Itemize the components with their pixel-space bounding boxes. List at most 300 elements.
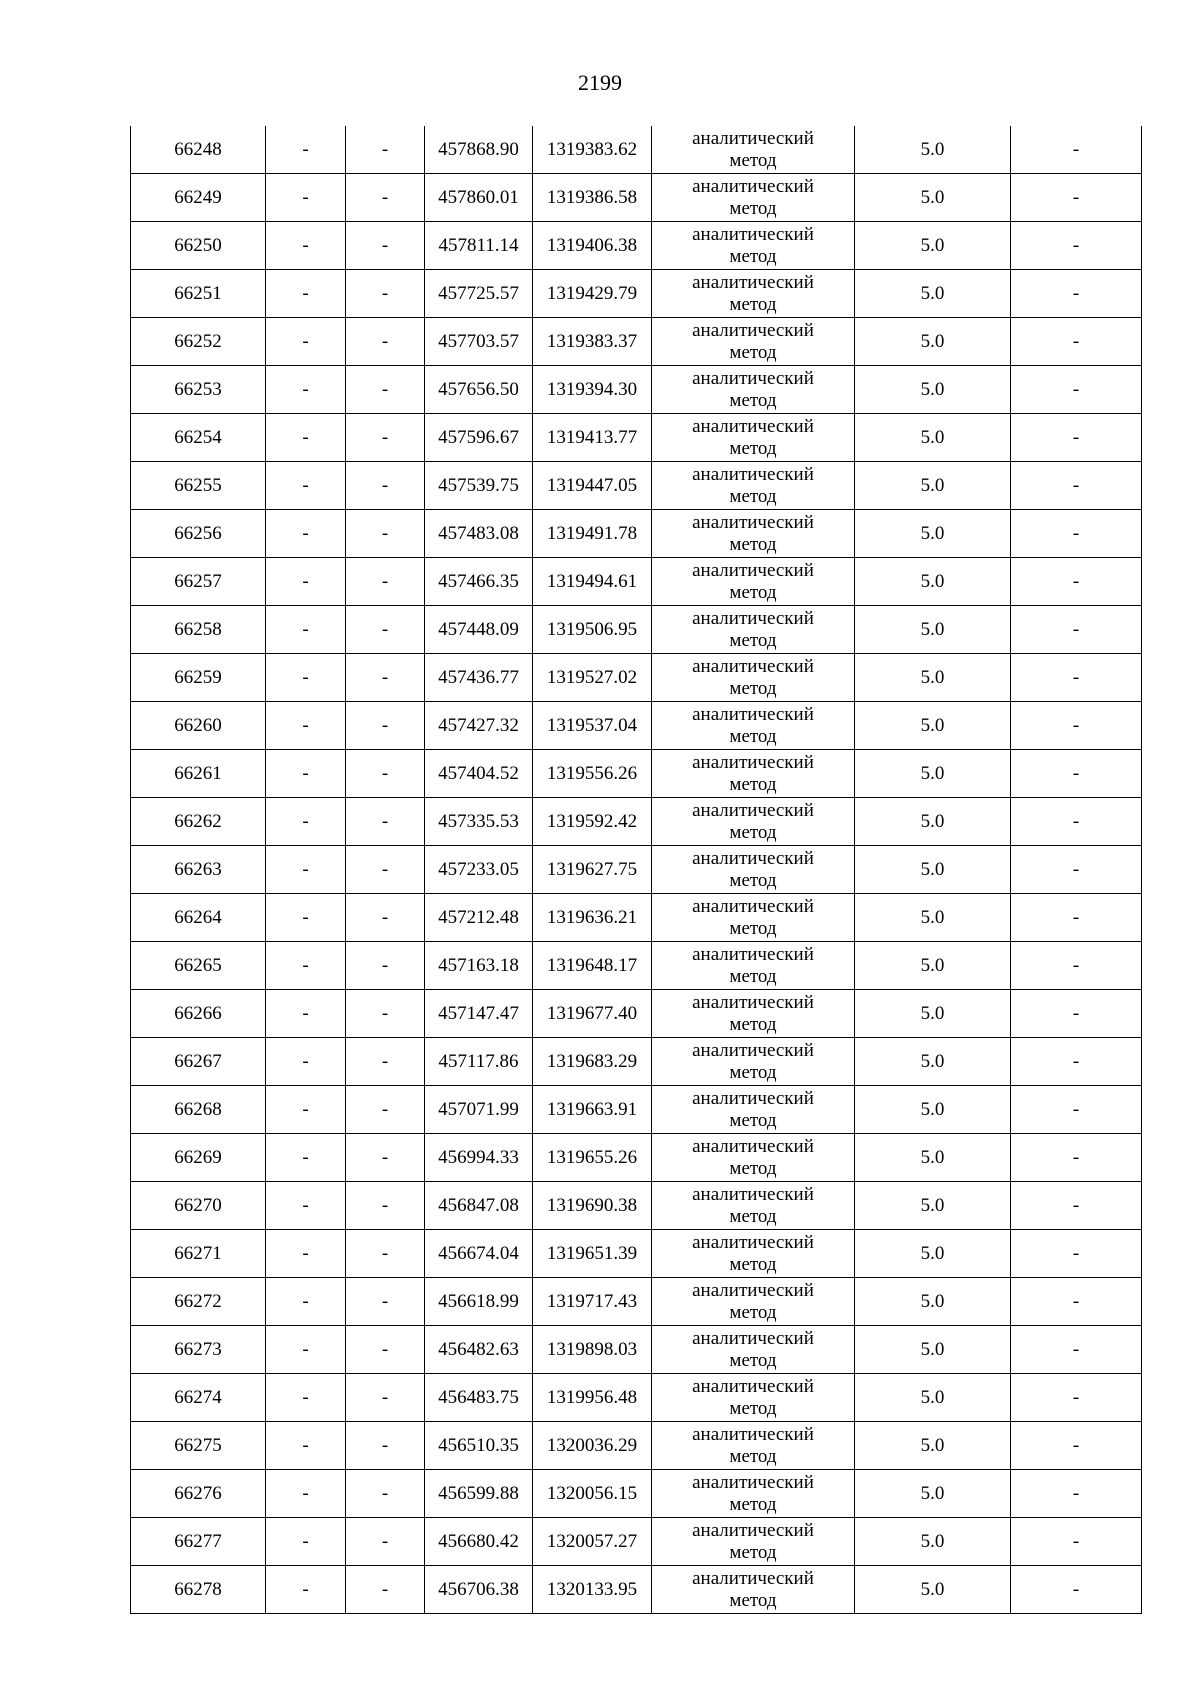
point-number-cell: 66264 — [131, 894, 266, 942]
accuracy-cell: 5.0 — [855, 366, 1011, 414]
accuracy-cell: 5.0 — [855, 750, 1011, 798]
accuracy-cell: 5.0 — [855, 1134, 1011, 1182]
y-coordinate-cell: 1319956.48 — [533, 1374, 652, 1422]
point-number-cell: 66263 — [131, 846, 266, 894]
method-line1: аналитический — [692, 1567, 814, 1589]
point-number-cell: 66249 — [131, 174, 266, 222]
col3-dash-cell: - — [346, 606, 425, 654]
col2-dash-cell: - — [266, 270, 346, 318]
accuracy-cell: 5.0 — [855, 798, 1011, 846]
method-cell — [652, 270, 855, 318]
x-coordinate-cell: 456706.38 — [425, 1566, 533, 1614]
col3-dash-cell: - — [346, 1374, 425, 1422]
method-line1: аналитический — [692, 1135, 814, 1157]
y-coordinate-cell: 1319663.91 — [533, 1086, 652, 1134]
y-coordinate-cell: 1319683.29 — [533, 1038, 652, 1086]
y-coordinate-cell: 1320057.27 — [533, 1518, 652, 1566]
method-line2: метод — [729, 1589, 777, 1611]
point-number-cell: 66275 — [131, 1422, 266, 1470]
method-line2: метод — [729, 1397, 777, 1419]
method-line2: метод — [729, 437, 777, 459]
col2-dash-cell: - — [266, 798, 346, 846]
accuracy-cell: 5.0 — [855, 846, 1011, 894]
accuracy-cell: 5.0 — [855, 270, 1011, 318]
method-line2: метод — [729, 677, 777, 699]
col2-dash-cell: - — [266, 606, 346, 654]
method-cell — [652, 846, 855, 894]
method-cell — [652, 1470, 855, 1518]
x-coordinate-cell: 456674.04 — [425, 1230, 533, 1278]
col8-dash-cell: - — [1011, 414, 1142, 462]
col2-dash-cell: - — [266, 1278, 346, 1326]
table-row — [131, 558, 1142, 606]
col8-dash-cell: - — [1011, 1422, 1142, 1470]
y-coordinate-cell: 1319447.05 — [533, 462, 652, 510]
col3-dash-cell: - — [346, 894, 425, 942]
col8-dash-cell: - — [1011, 558, 1142, 606]
accuracy-cell: 5.0 — [855, 126, 1011, 174]
col2-dash-cell: - — [266, 414, 346, 462]
col2-dash-cell: - — [266, 702, 346, 750]
method-line2: метод — [729, 1493, 777, 1515]
point-number-cell: 66258 — [131, 606, 266, 654]
table-row — [131, 222, 1142, 270]
table-row — [131, 846, 1142, 894]
method-cell — [652, 366, 855, 414]
y-coordinate-cell: 1319386.58 — [533, 174, 652, 222]
accuracy-cell: 5.0 — [855, 318, 1011, 366]
col3-dash-cell: - — [346, 1230, 425, 1278]
table-row — [131, 606, 1142, 654]
y-coordinate-cell: 1319636.21 — [533, 894, 652, 942]
y-coordinate-cell: 1319556.26 — [533, 750, 652, 798]
col3-dash-cell: - — [346, 1470, 425, 1518]
accuracy-cell: 5.0 — [855, 606, 1011, 654]
method-cell — [652, 1086, 855, 1134]
col2-dash-cell: - — [266, 1470, 346, 1518]
col3-dash-cell: - — [346, 1182, 425, 1230]
method-line1: аналитический — [692, 415, 814, 437]
point-number-cell: 66268 — [131, 1086, 266, 1134]
col3-dash-cell: - — [346, 1422, 425, 1470]
accuracy-cell: 5.0 — [855, 1470, 1011, 1518]
method-cell — [652, 126, 855, 174]
col8-dash-cell: - — [1011, 1278, 1142, 1326]
col3-dash-cell: - — [346, 174, 425, 222]
table-row — [131, 1470, 1142, 1518]
col8-dash-cell: - — [1011, 798, 1142, 846]
col2-dash-cell: - — [266, 1230, 346, 1278]
method-cell — [652, 702, 855, 750]
col2-dash-cell: - — [266, 1566, 346, 1614]
col2-dash-cell: - — [266, 1134, 346, 1182]
method-line1: аналитический — [692, 271, 814, 293]
y-coordinate-cell: 1319383.37 — [533, 318, 652, 366]
method-cell — [652, 990, 855, 1038]
col8-dash-cell: - — [1011, 606, 1142, 654]
col2-dash-cell: - — [266, 942, 346, 990]
x-coordinate-cell: 457483.08 — [425, 510, 533, 558]
col3-dash-cell: - — [346, 270, 425, 318]
col3-dash-cell: - — [346, 798, 425, 846]
method-line1: аналитический — [692, 1087, 814, 1109]
x-coordinate-cell: 457596.67 — [425, 414, 533, 462]
accuracy-cell: 5.0 — [855, 990, 1011, 1038]
method-cell — [652, 606, 855, 654]
method-line2: метод — [729, 533, 777, 555]
point-number-cell: 66250 — [131, 222, 266, 270]
col3-dash-cell: - — [346, 510, 425, 558]
col8-dash-cell: - — [1011, 510, 1142, 558]
method-line1: аналитический — [692, 1519, 814, 1541]
accuracy-cell: 5.0 — [855, 1038, 1011, 1086]
col3-dash-cell: - — [346, 702, 425, 750]
point-number-cell: 66274 — [131, 1374, 266, 1422]
col8-dash-cell: - — [1011, 318, 1142, 366]
method-cell — [652, 798, 855, 846]
y-coordinate-cell: 1319677.40 — [533, 990, 652, 1038]
col3-dash-cell: - — [346, 1326, 425, 1374]
method-line1: аналитический — [692, 703, 814, 725]
method-line2: метод — [729, 581, 777, 603]
method-line1: аналитический — [692, 943, 814, 965]
method-line2: метод — [729, 1349, 777, 1371]
y-coordinate-cell: 1319506.95 — [533, 606, 652, 654]
col8-dash-cell: - — [1011, 270, 1142, 318]
point-number-cell: 66270 — [131, 1182, 266, 1230]
x-coordinate-cell: 457703.57 — [425, 318, 533, 366]
table-row — [131, 654, 1142, 702]
method-line1: аналитический — [692, 1327, 814, 1349]
y-coordinate-cell: 1319429.79 — [533, 270, 652, 318]
method-line1: аналитический — [692, 1423, 814, 1445]
col2-dash-cell: - — [266, 846, 346, 894]
y-coordinate-cell: 1319383.62 — [533, 126, 652, 174]
point-number-cell: 66261 — [131, 750, 266, 798]
y-coordinate-cell: 1320056.15 — [533, 1470, 652, 1518]
table-row — [131, 270, 1142, 318]
y-coordinate-cell: 1320036.29 — [533, 1422, 652, 1470]
point-number-cell: 66273 — [131, 1326, 266, 1374]
table-row — [131, 702, 1142, 750]
table-row — [131, 1518, 1142, 1566]
point-number-cell: 66265 — [131, 942, 266, 990]
table-body — [131, 126, 1142, 1614]
x-coordinate-cell: 457147.47 — [425, 990, 533, 1038]
x-coordinate-cell: 456994.33 — [425, 1134, 533, 1182]
page-number: 2199 — [578, 70, 622, 95]
col3-dash-cell: - — [346, 318, 425, 366]
accuracy-cell: 5.0 — [855, 942, 1011, 990]
col3-dash-cell: - — [346, 1134, 425, 1182]
method-line2: метод — [729, 149, 777, 171]
col8-dash-cell: - — [1011, 1134, 1142, 1182]
method-cell — [652, 462, 855, 510]
point-number-cell: 66269 — [131, 1134, 266, 1182]
x-coordinate-cell: 456510.35 — [425, 1422, 533, 1470]
col8-dash-cell: - — [1011, 750, 1142, 798]
col3-dash-cell: - — [346, 366, 425, 414]
point-number-cell: 66267 — [131, 1038, 266, 1086]
table-row — [131, 798, 1142, 846]
table-row — [131, 318, 1142, 366]
method-line1: аналитический — [692, 751, 814, 773]
col2-dash-cell: - — [266, 894, 346, 942]
method-cell — [652, 318, 855, 366]
method-cell — [652, 750, 855, 798]
method-cell — [652, 1278, 855, 1326]
method-line1: аналитический — [692, 655, 814, 677]
point-number-cell: 66255 — [131, 462, 266, 510]
y-coordinate-cell: 1319651.39 — [533, 1230, 652, 1278]
point-number-cell: 66271 — [131, 1230, 266, 1278]
accuracy-cell: 5.0 — [855, 1374, 1011, 1422]
y-coordinate-cell: 1319648.17 — [533, 942, 652, 990]
col8-dash-cell: - — [1011, 462, 1142, 510]
x-coordinate-cell: 457539.75 — [425, 462, 533, 510]
table-row — [131, 990, 1142, 1038]
method-line2: метод — [729, 869, 777, 891]
col8-dash-cell: - — [1011, 1038, 1142, 1086]
method-line2: метод — [729, 1109, 777, 1131]
method-line2: метод — [729, 917, 777, 939]
col8-dash-cell: - — [1011, 654, 1142, 702]
method-line1: аналитический — [692, 895, 814, 917]
point-number-cell: 66252 — [131, 318, 266, 366]
y-coordinate-cell: 1319394.30 — [533, 366, 652, 414]
method-cell — [652, 1422, 855, 1470]
col3-dash-cell: - — [346, 126, 425, 174]
col2-dash-cell: - — [266, 174, 346, 222]
x-coordinate-cell: 457212.48 — [425, 894, 533, 942]
table-row — [131, 1086, 1142, 1134]
method-line1: аналитический — [692, 1231, 814, 1253]
col3-dash-cell: - — [346, 1566, 425, 1614]
accuracy-cell: 5.0 — [855, 558, 1011, 606]
method-cell — [652, 174, 855, 222]
col3-dash-cell: - — [346, 942, 425, 990]
method-line1: аналитический — [692, 1471, 814, 1493]
x-coordinate-cell: 457117.86 — [425, 1038, 533, 1086]
method-line1: аналитический — [692, 847, 814, 869]
method-line1: аналитический — [692, 607, 814, 629]
method-line1: аналитический — [692, 1039, 814, 1061]
method-cell — [652, 1230, 855, 1278]
point-number-cell: 66276 — [131, 1470, 266, 1518]
point-number-cell: 66277 — [131, 1518, 266, 1566]
accuracy-cell: 5.0 — [855, 414, 1011, 462]
x-coordinate-cell: 457868.90 — [425, 126, 533, 174]
accuracy-cell: 5.0 — [855, 1086, 1011, 1134]
x-coordinate-cell: 457656.50 — [425, 366, 533, 414]
x-coordinate-cell: 457427.32 — [425, 702, 533, 750]
method-cell — [652, 558, 855, 606]
method-cell — [652, 1134, 855, 1182]
method-line2: метод — [729, 773, 777, 795]
col8-dash-cell: - — [1011, 846, 1142, 894]
method-cell — [652, 414, 855, 462]
table-row — [131, 1182, 1142, 1230]
method-line1: аналитический — [692, 319, 814, 341]
y-coordinate-cell: 1319527.02 — [533, 654, 652, 702]
point-number-cell: 66256 — [131, 510, 266, 558]
point-number-cell: 66257 — [131, 558, 266, 606]
accuracy-cell: 5.0 — [855, 1278, 1011, 1326]
accuracy-cell: 5.0 — [855, 654, 1011, 702]
method-line2: метод — [729, 1445, 777, 1467]
y-coordinate-cell: 1319406.38 — [533, 222, 652, 270]
table-row — [131, 750, 1142, 798]
col3-dash-cell: - — [346, 1278, 425, 1326]
col8-dash-cell: - — [1011, 942, 1142, 990]
method-line1: аналитический — [692, 367, 814, 389]
point-number-cell: 66278 — [131, 1566, 266, 1614]
method-line2: метод — [729, 1541, 777, 1563]
x-coordinate-cell: 457335.53 — [425, 798, 533, 846]
x-coordinate-cell: 457860.01 — [425, 174, 533, 222]
point-number-cell: 66266 — [131, 990, 266, 1038]
col8-dash-cell: - — [1011, 1086, 1142, 1134]
col2-dash-cell: - — [266, 366, 346, 414]
col2-dash-cell: - — [266, 462, 346, 510]
col2-dash-cell: - — [266, 1326, 346, 1374]
method-line2: метод — [729, 1301, 777, 1323]
col8-dash-cell: - — [1011, 222, 1142, 270]
col2-dash-cell: - — [266, 1422, 346, 1470]
point-number-cell: 66262 — [131, 798, 266, 846]
col2-dash-cell: - — [266, 126, 346, 174]
col2-dash-cell: - — [266, 1182, 346, 1230]
col8-dash-cell: - — [1011, 366, 1142, 414]
col8-dash-cell: - — [1011, 1374, 1142, 1422]
col2-dash-cell: - — [266, 558, 346, 606]
method-line1: аналитический — [692, 1183, 814, 1205]
col2-dash-cell: - — [266, 654, 346, 702]
col3-dash-cell: - — [346, 654, 425, 702]
table-row — [131, 1230, 1142, 1278]
col2-dash-cell: - — [266, 318, 346, 366]
y-coordinate-cell: 1319898.03 — [533, 1326, 652, 1374]
y-coordinate-cell: 1319627.75 — [533, 846, 652, 894]
method-line1: аналитический — [692, 463, 814, 485]
table-row — [131, 1374, 1142, 1422]
x-coordinate-cell: 456680.42 — [425, 1518, 533, 1566]
col8-dash-cell: - — [1011, 126, 1142, 174]
method-cell — [652, 222, 855, 270]
accuracy-cell: 5.0 — [855, 462, 1011, 510]
col3-dash-cell: - — [346, 846, 425, 894]
y-coordinate-cell: 1320133.95 — [533, 1566, 652, 1614]
y-coordinate-cell: 1319690.38 — [533, 1182, 652, 1230]
x-coordinate-cell: 457436.77 — [425, 654, 533, 702]
table-row — [131, 1566, 1142, 1614]
table-row — [131, 1038, 1142, 1086]
table-row — [131, 1134, 1142, 1182]
method-line1: аналитический — [692, 1279, 814, 1301]
method-cell — [652, 894, 855, 942]
col3-dash-cell: - — [346, 1086, 425, 1134]
col8-dash-cell: - — [1011, 174, 1142, 222]
y-coordinate-cell: 1319592.42 — [533, 798, 652, 846]
col2-dash-cell: - — [266, 222, 346, 270]
x-coordinate-cell: 456847.08 — [425, 1182, 533, 1230]
accuracy-cell: 5.0 — [855, 222, 1011, 270]
method-line2: метод — [729, 197, 777, 219]
table-row — [131, 942, 1142, 990]
col8-dash-cell: - — [1011, 1182, 1142, 1230]
method-line2: метод — [729, 389, 777, 411]
col2-dash-cell: - — [266, 1038, 346, 1086]
col8-dash-cell: - — [1011, 1470, 1142, 1518]
point-number-cell: 66253 — [131, 366, 266, 414]
x-coordinate-cell: 456482.63 — [425, 1326, 533, 1374]
col2-dash-cell: - — [266, 750, 346, 798]
col8-dash-cell: - — [1011, 1230, 1142, 1278]
x-coordinate-cell: 457725.57 — [425, 270, 533, 318]
x-coordinate-cell: 457404.52 — [425, 750, 533, 798]
x-coordinate-cell: 457448.09 — [425, 606, 533, 654]
method-line2: метод — [729, 821, 777, 843]
col8-dash-cell: - — [1011, 894, 1142, 942]
table-row — [131, 414, 1142, 462]
col8-dash-cell: - — [1011, 990, 1142, 1038]
col3-dash-cell: - — [346, 222, 425, 270]
y-coordinate-cell: 1319494.61 — [533, 558, 652, 606]
method-line2: метод — [729, 1061, 777, 1083]
col8-dash-cell: - — [1011, 702, 1142, 750]
col2-dash-cell: - — [266, 1086, 346, 1134]
accuracy-cell: 5.0 — [855, 1182, 1011, 1230]
y-coordinate-cell: 1319717.43 — [533, 1278, 652, 1326]
col3-dash-cell: - — [346, 558, 425, 606]
x-coordinate-cell: 457233.05 — [425, 846, 533, 894]
y-coordinate-cell: 1319655.26 — [533, 1134, 652, 1182]
col3-dash-cell: - — [346, 414, 425, 462]
method-line2: метод — [729, 965, 777, 987]
point-number-cell: 66254 — [131, 414, 266, 462]
method-line2: метод — [729, 629, 777, 651]
x-coordinate-cell: 457071.99 — [425, 1086, 533, 1134]
method-cell — [652, 1326, 855, 1374]
method-cell — [652, 942, 855, 990]
method-cell — [652, 1374, 855, 1422]
accuracy-cell: 5.0 — [855, 1518, 1011, 1566]
x-coordinate-cell: 457811.14 — [425, 222, 533, 270]
method-line2: метод — [729, 725, 777, 747]
table-row — [131, 1326, 1142, 1374]
accuracy-cell: 5.0 — [855, 1230, 1011, 1278]
accuracy-cell: 5.0 — [855, 702, 1011, 750]
col8-dash-cell: - — [1011, 1518, 1142, 1566]
method-line2: метод — [729, 485, 777, 507]
method-line1: аналитический — [692, 799, 814, 821]
method-line1: аналитический — [692, 559, 814, 581]
col3-dash-cell: - — [346, 1518, 425, 1566]
accuracy-cell: 5.0 — [855, 510, 1011, 558]
method-line2: метод — [729, 1013, 777, 1035]
table-row — [131, 174, 1142, 222]
method-line2: метод — [729, 341, 777, 363]
method-cell — [652, 1038, 855, 1086]
method-cell — [652, 1518, 855, 1566]
point-number-cell: 66251 — [131, 270, 266, 318]
method-line1: аналитический — [692, 511, 814, 533]
x-coordinate-cell: 457163.18 — [425, 942, 533, 990]
point-number-cell: 66272 — [131, 1278, 266, 1326]
accuracy-cell: 5.0 — [855, 894, 1011, 942]
method-line2: метод — [729, 245, 777, 267]
col2-dash-cell: - — [266, 990, 346, 1038]
